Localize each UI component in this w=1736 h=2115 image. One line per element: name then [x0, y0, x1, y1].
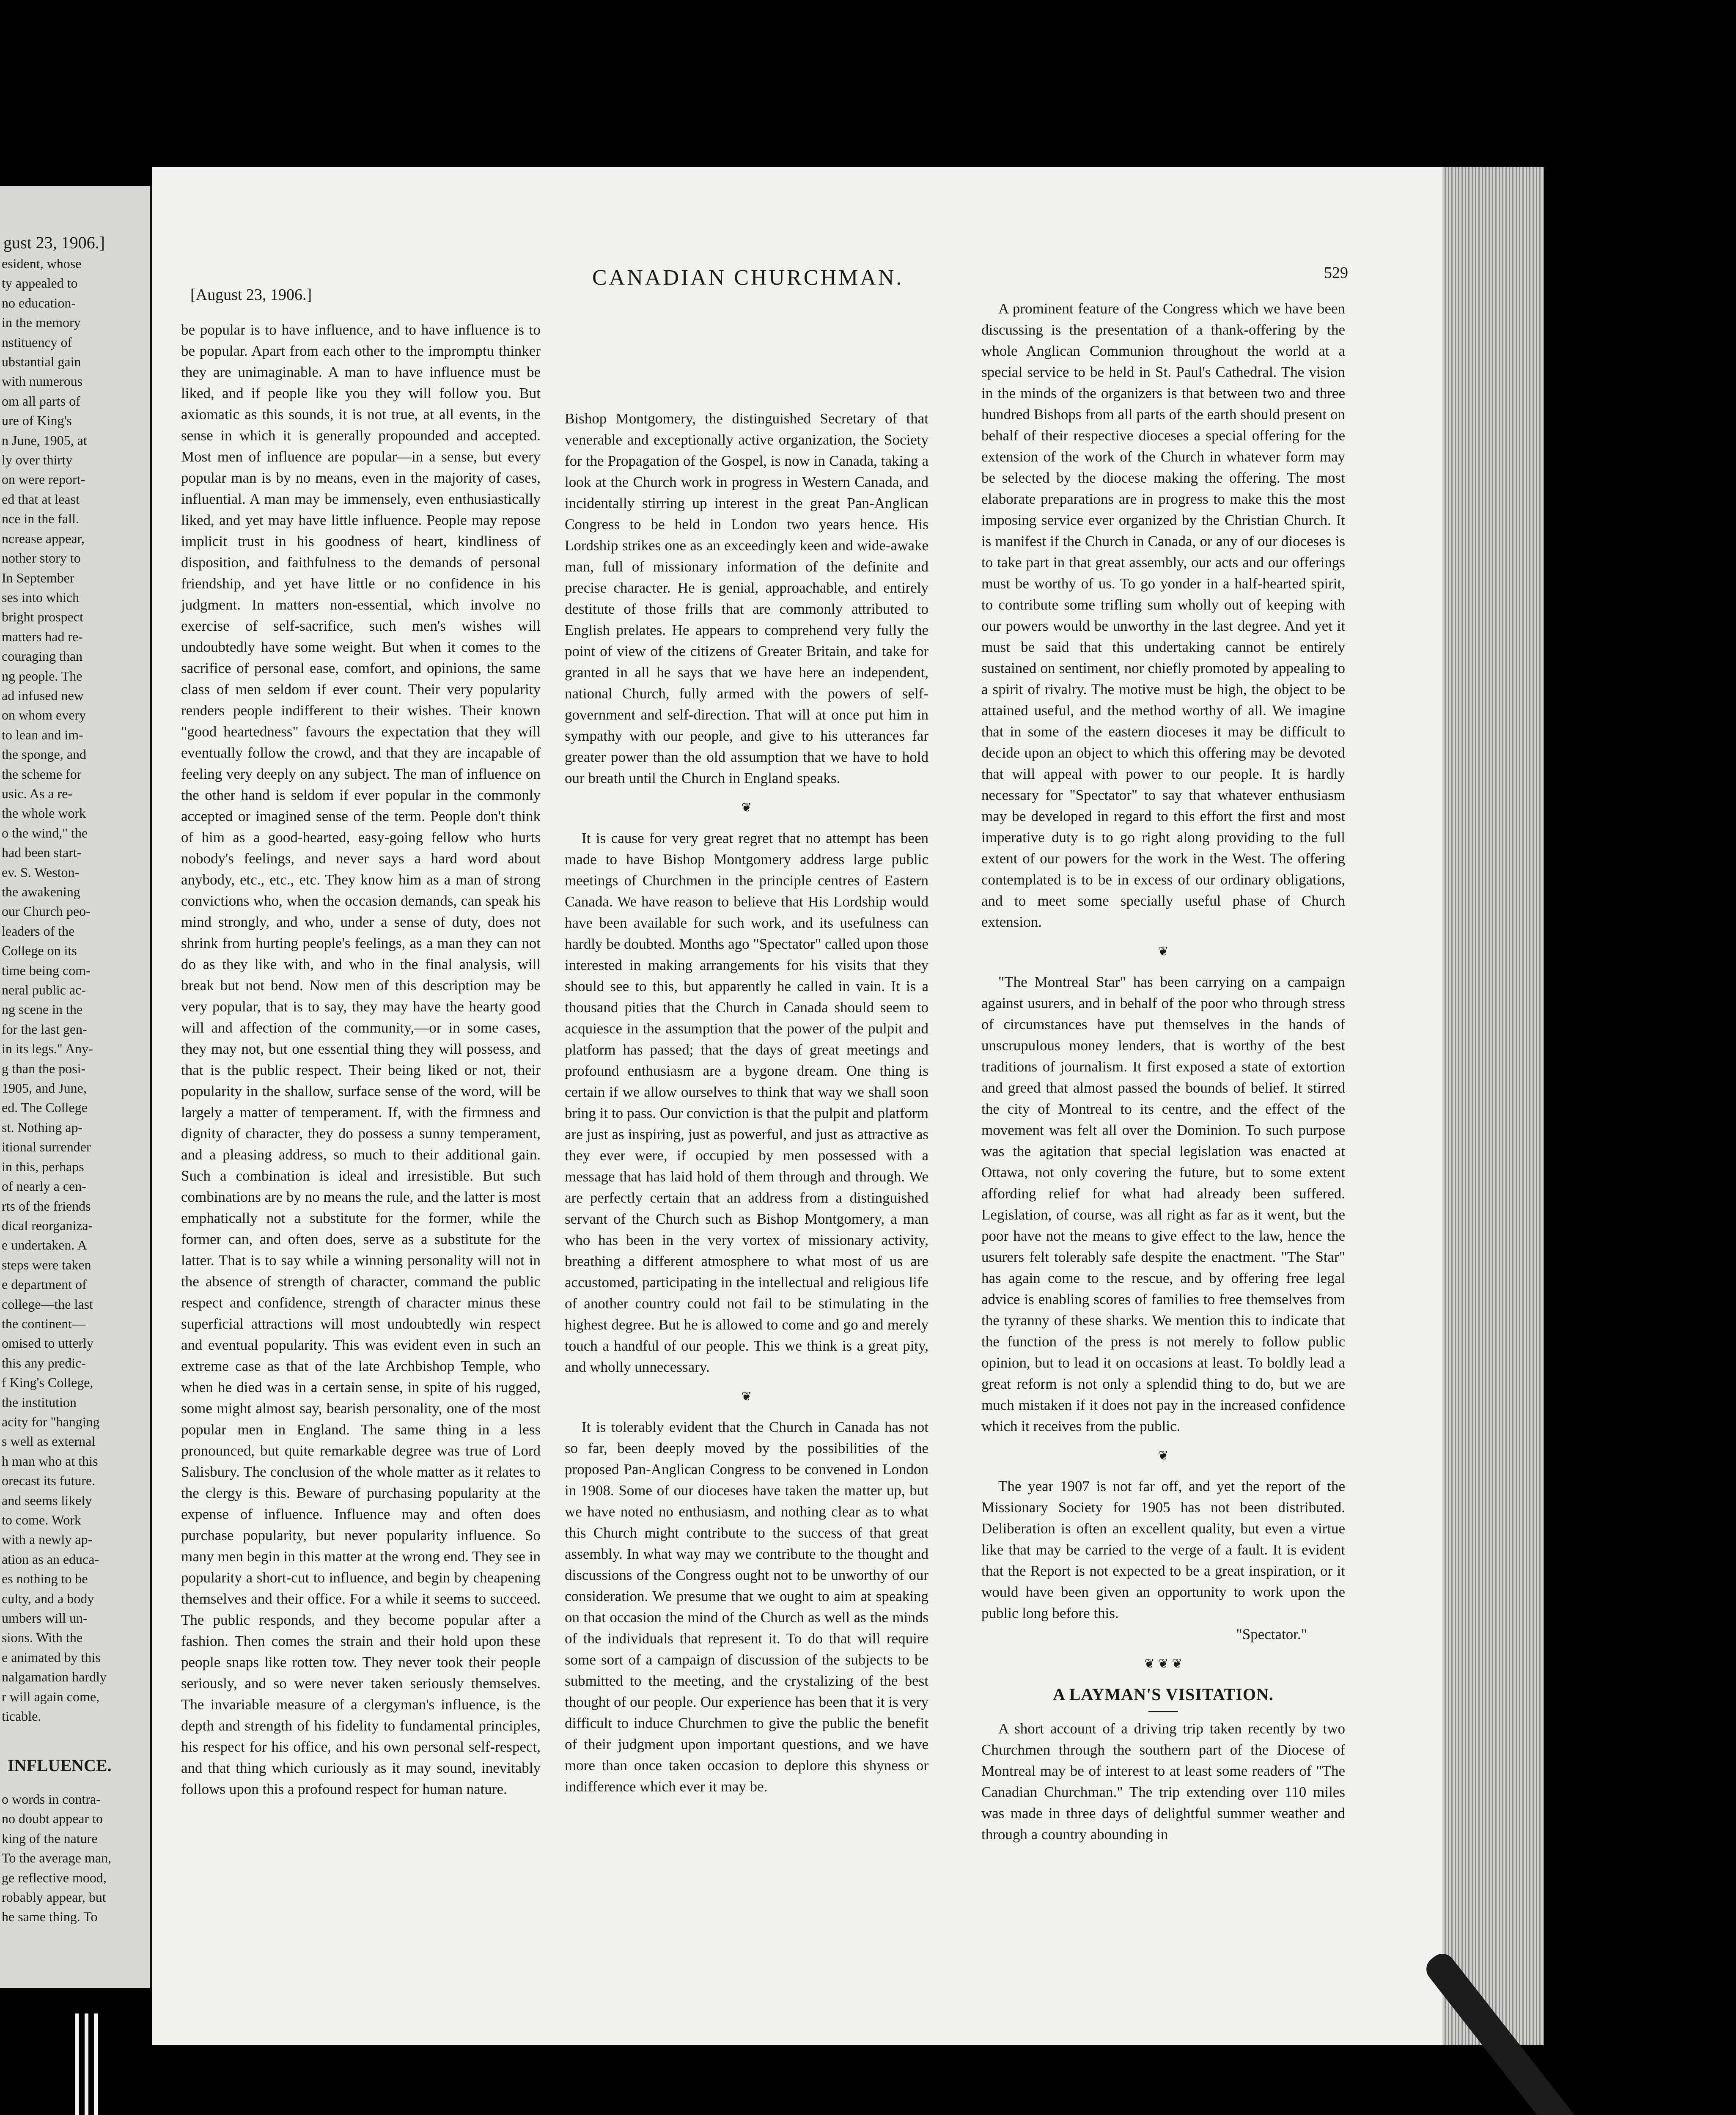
- section-divider: ❦: [741, 1390, 752, 1404]
- page-date: [August 23, 1906.]: [190, 286, 312, 304]
- page-title: CANADIAN CHURCHMAN.: [592, 266, 904, 290]
- signature: "Spectator.": [1236, 1626, 1307, 1643]
- section-divider: ❦: [1158, 1449, 1169, 1463]
- section-title-laymans-visitation: A LAYMAN'S VISITATION.: [1053, 1685, 1274, 1704]
- film-marker-bar: [85, 2013, 88, 2115]
- triple-divider: ❦ ❦ ❦: [1144, 1657, 1183, 1671]
- section-divider: ❦: [1158, 945, 1169, 959]
- article-paragraph: It is cause for very great regret that no attempt has been made to have Bishop Montgomery address large public meetings of Churchmen in the principle centres of Eastern Canada. We have reason to believe that His Lordship would have been available for such work, and its usefulness can hardly be doubted. Months ago "Spectator" called upon those interested in making arrangements for his visits that they should see to this, but apparently he called in vain. It is a thousand pities that the Church in Canada should seem to acquiesce in the assumption that the power of the pulpit and platform has passed; that the days of great meetings and profound enthusiasm are a bygone dream. One thing is certain if we allow ourselves to think that way we shall soon bring it to pass. Our conviction is that the pulpit and platform are just as inspiring, just as powerful, and just as attractive as they ever were, if occupied by men possessed with a message that has laid hold of them through and through. We are perfectly certain that an address from a distinguished servant of the Church such as Bishop Montgomery, a man who has been in the very vortex of missionary activity, breathing a different atmosphere to what most of us are accustomed, participating in the intellectual and religious life of another country could not fail to be stimulating in the highest degree. But he is allowed to come and go and merely touch a handful of our people. This we think is a great pity, and wholly unnecessary.: [565, 830, 928, 1375]
- column-3: [981, 298, 1345, 1845]
- page-number: 529: [1324, 264, 1348, 282]
- article-paragraph: be popular is to have influence, and to have influence is to be popular. Apart from each other to the impromptu thinker they are unimaginable. A man to have influence must be liked, and if people like you they will follow you. But axiomatic as this sounds, it is not true, at all events, in the sense in which it is generally propounded and accepted. Most men of influence are popular—in a sense, but every popular man is by no means, even in the majority of cases, influential. A man may be immensely, even enthusiastically liked, and yet may have little influence. People may repose implicit trust in his goodness of heart, kindliness of disposition, and faithfulness to the demands of personal friendship, and yet have little or no confidence in his judgment. In matters non-essential, which involve no exercise of self-sacrifice, such men's wishes will undoubtedly have some weight. But when it comes to the sacrifice of personal ease, comfort, and opinions, the same class of men seldom if ever count. Their very popularity renders people indifferent to their wishes. Their known "good heartedness" favours the expectation that they will eventually follow the crowd, and that they are incapable of feeling very deeply on any subject. The man of influence on the other hand is seldom if ever popular in the commonly accepted or imagined sense of the term. People don't think of him as a good-hearted, easy-going fellow who hurts nobody's feelings, and never says a hard word about anybody, etc., etc., etc. They know him as a man of strong convictions who, when the occasion demands, can speak his mind strongly, and who, under a sense of duty, does not shrink from hurting people's feelings, as a man they can not do as they like with, and who in the final analysis, will break but not bend. Now men of this description may be very popular, that is to say, they may have the hearty good will and affection of the community,—or in some cases, they may not, but one essential thing they will possess, and that is the public respect. Their being liked or not, their popularity in the shallow, surface sense of the word, will be largely a matter of temperament. If, with the firmness and dignity of character, they do possess a sunny temperament, and a pleasing address, so much to their additional gain. Such a combination is ideal and irresistible. But such combinations are by no means the rule, and the latter is most emphatically not a substitute for the former, while the former can, and often does, serve as a substitute for the latter. That is to say while a winning personality will not in the absence of strength of character, command the public respect and confidence, strength of character minus these superficial attractions will most undoubtedly win respect and eventual popularity. This was evident even in such an extreme case as that of the late Archbishop Temple, who when he died was in a certain sense, in spite of his rugged, some might almost say, bearish personality, one of the most popular men in England. The same thing in a less pronounced, but quite remarkable degree was true of Lord Salisbury. The conclusion of the whole matter as it relates to the clergy is this. Beware of purchasing popularity at the expense of influence. Influence may and often does purchase popularity, but never popularity influence. So many men begin in this matter at the wrong end. They see in popularity a short-cut to influence, and begin by cheapening themselves and their office. For a while it seems to succeed. The public responds, and they become popular after a fashion. Then comes the strain and their hold upon these people snaps like rotten tow. They never took their people seriously, and so were never taken seriously themselves. The invariable measure of a clergyman's influence, is the depth and strength of his fidelity to fundamental principles, his respect for his office, and his own personal self-respect, and that thing which curiously as it may sound, inevitably follows upon this a profound respect for human nature.: [181, 321, 541, 1797]
- left-page-fragment: [0, 186, 150, 1988]
- column-2: [565, 408, 928, 1797]
- article-paragraph: A prominent feature of the Congress which we have been discussing is the presentation of a thank-offering by the whole Anglican Communion throughout the world at a special service to be held in St. Paul's Cathedral. The vision in the minds of the organizers is that between two and three hundred Bishops from all parts of the earth should present on behalf of their respective dioceses a special offering for the extension of the work of the Church in whatever form may be selected by the diocese making the offering. The most elaborate preparations are in progress to make this the most imposing service ever organized by the Christian Church. It is manifest if the Church in Canada, or any of our dioceses is to take part in that great assembly, our acts and our offerings must be worthy of us. To go yonder in a half-hearted spirit, to contribute some trifling sum wholly out of keeping with our powers would be unworthy in the last degree. And yet it must be said that this undertaking cannot be entirely sustained on sentiment, nor chiefly promoted by appealing to a spirit of rivalry. The motive must be high, the object to be attained useful, and the method worthy of all. We imagine that in some of the eastern dioceses it may be difficult to decide upon an object to which this offering may be devoted that will appeal with power to our people. It is hardly necessary for "Spectator" to say that whatever enthusiasm may be developed in regard to this effort the first and most imperative duty is to go right along providing to the full extent of our powers for the work in the West. The offering contemplated is to be in excess of our ordinary obligations, and to meet some specially useful phase of Church extension.: [981, 300, 1345, 930]
- article-paragraph: Bishop Montgomery, the distinguished Secretary of that venerable and exceptionally active organization, the Society for the Propagation of the Gospel, is now in Canada, taking a look at the Church work in progress in Western Canada, and incidentally stirring up interest in the great Pan-Anglican Congress to be held in London two years hence. His Lordship strikes one as an exceedingly keen and wide-awake man, full of missionary information of the definite and precise character. He is genial, approachable, and entirely destitute of those frills that are commonly attributed to English prelates. He appears to comprehend very fully the point of view of the citizens of Greater Britain, and take for granted in all he says that we have here an independent, national Church, fully armed with the powers of self-government and self-direction. That will at once put him in sympathy with our people, and give to his utterances far greater power than the old assumption that we have to hold our breath until the Church in England speaks.: [565, 410, 928, 786]
- film-marker-bar: [94, 2013, 98, 2115]
- film-marker-bar: [75, 2013, 79, 2115]
- newspaper-page: [152, 167, 1442, 2045]
- left-page-influence-text: o words in contra- no doubt appear to king of the nature To the average man, ge reflective mood, robably appear, but he same thing. To: [2, 1791, 111, 1925]
- left-page-influence-heading: INFLUENCE.: [8, 1756, 112, 1775]
- column-1: [181, 319, 541, 1800]
- article-paragraph: "The Montreal Star" has been carrying on a campaign against usurers, and in behalf of the poor who through stress of circumstances have put themselves in the hands of unscrupulous money lenders, that is worthy of the best traditions of journalism. It first exposed a state of extortion and greed that almost passed the bounds of belief. It stirred the city of Montreal to its centre, and the effect of the movement was felt all over the Dominion. To such purpose was the agitation that special legislation was enacted at Ottawa, not only covering the future, but to some extent affording relief for what had already been suffered. Legislation, of course, was all right as far as it went, but the poor have not the means to give effect to the law, hence the usurers felt tolerably safe despite the enactment. "The Star" has again come to the rescue, and by offering free legal advice is enabling scores of families to free themselves from the tyranny of these sharks. We mention this to indicate that the function of the press is not merely to follow public opinion, but to lead it on occasions at least. To boldly lead a great reform is not only a splendid thing to do, but we are much mistaken if it does not pay in the increased confidence which it receives from the public.: [981, 974, 1345, 1434]
- article-paragraph: The year 1907 is not far off, and yet the report of the Missionary Society for 1905 has not been distributed. Deliberation is often an excellent quality, but even a virtue like that may be carried to the verge of a fault. It is evident that the Report is not expected to be a great inspiration, or it would have been given an opportunity to work upon the public long before this.: [981, 1478, 1345, 1621]
- book-page-edges: [1442, 167, 1544, 2045]
- left-page-header: gust 23, 1906.]: [3, 233, 105, 252]
- article-paragraph: It is tolerably evident that the Church in Canada has not so far, been deeply moved by the possibilities of the proposed Pan-Anglican Congress to be convened in London in 1908. Some of our dioceses have taken the matter up, but we have noted no enthusiasm, and nothing clear as to what this Church might contribute to the success of that great assembly. In what way may we contribute to the thought and discussions of the Congress ought not to be unworthy of our consideration. We presume that we ought to aim at speaking on that occasion the mind of the Church as well as the minds of the individuals that represent it. To do that will require some sort of a campaign of discussion of the subjects to be submitted to the meeting, and the crystalizing of the best thought of our people. Our experience has been that it is very difficult to induce Churchmen to give the public the benefit of their judgment upon important questions, and we have more than once taken occasion to deplore this shyness or indifference which ever it may be.: [565, 1419, 928, 1795]
- title-rule: [1148, 1711, 1178, 1712]
- article-paragraph: A short account of a driving trip taken recently by two Churchmen through the southern part of the Diocese of Montreal may be of interest to at least some readers of "The Canadian Churchman." The trip extending over 110 miles was made in three days of delightful summer weather and through a country abounding in: [981, 1720, 1345, 1843]
- left-page-text: esident, whose ty appealed to no education- in the memory nstituency of ubstantial gain with numerous om all parts of ure of King's n June, 1905, at ly over thirty on were report- ed that at least nce in the fall. ncrease appear, nother story to In September ses into which bright prospect matters had re- couraging than ng people. The ad infused new on whom every to lean and im- the sponge, and the scheme for usic. As a re- the whole work o the wind," the had been start- ev. S. Weston- the awakening our Church peo- leaders of the College on its time being com- neral public ac- ng scene in the for the last gen- in its legs." Any- g than the posi- 1905, and June, ed. The College st. Nothing ap- itional surrender in this, perhaps of nearly a cen- rts of the friends dical reorganiza- e undertaken. A steps were taken e department of college—the last the continent— omised to utterly this any predic- f King's College, the institution acity for "hanging s well as external h man who at this orecast its future. and seems likely to come. Work with a newly ap- ation as an educa- es nothing to be culty, and a body umbers will un- sions. With the e animated by this nalgamation hardly r will again come, ticable.: [2, 256, 107, 1724]
- section-divider: ❦: [741, 801, 752, 815]
